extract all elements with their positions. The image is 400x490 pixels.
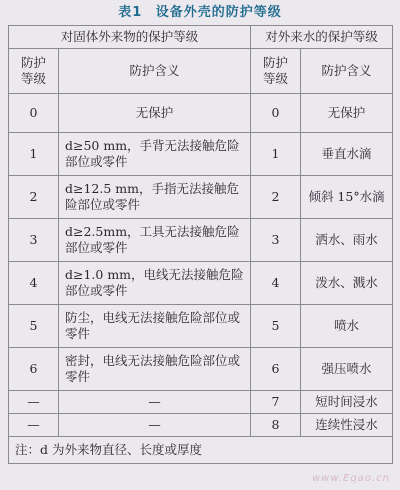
water-meaning-cell: 连续性浸水 [301, 414, 393, 437]
solid-grade-cell: — [9, 391, 59, 414]
solid-grade-cell: — [9, 414, 59, 437]
grade-header-line1: 防护 [20, 55, 46, 70]
solid-meaning-cell: d≥1.0 mm，电线无法接触危险部位或零件 [59, 262, 251, 305]
water-meaning-cell: 倾斜 15°水滴 [301, 176, 393, 219]
table-row [9, 219, 393, 262]
solid-grade-header [9, 49, 59, 94]
water-grade-header [251, 49, 301, 94]
solid-grade-cell: 2 [9, 176, 59, 219]
solid-meaning-header: 防护含义 [59, 49, 251, 94]
group-header-row [9, 26, 393, 49]
solid-meaning-cell: d≥50 mm，手背无法接触危险部位或零件 [59, 133, 251, 176]
table-row [9, 176, 393, 219]
table-note: 注：d 为外来物直径、长度或厚度 [9, 437, 393, 464]
solid-grade-cell: 1 [9, 133, 59, 176]
table-caption: 设备外壳的防护等级 [155, 5, 282, 20]
solid-meaning-cell: d≥12.5 mm，手指无法接触危险部位或零件 [59, 176, 251, 219]
water-meaning-cell: 泼水、溅水 [301, 262, 393, 305]
water-protection-header: 对外来水的保护等级 [251, 26, 393, 49]
water-meaning-header: 防护含义 [301, 49, 393, 94]
table-number: 表1 [118, 5, 143, 20]
watermark: www.Eqao.cn [311, 473, 390, 484]
water-grade-cell: 1 [251, 133, 301, 176]
solid-grade-cell: 6 [9, 348, 59, 391]
solid-meaning-cell: 防尘，电线无法接触危险部位或零件 [59, 305, 251, 348]
solid-protection-header: 对固体外来物的保护等级 [9, 26, 251, 49]
grade-header-line1: 防护 [263, 55, 289, 70]
water-grade-cell: 0 [251, 94, 301, 133]
water-grade-cell: 5 [251, 305, 301, 348]
water-meaning-cell: 喷水 [301, 305, 393, 348]
solid-grade-cell: 0 [9, 94, 59, 133]
water-meaning-cell: 短时间浸水 [301, 391, 393, 414]
water-meaning-cell: 强压喷水 [301, 348, 393, 391]
grade-header-line2: 等级 [263, 71, 289, 86]
solid-grade-cell: 5 [9, 305, 59, 348]
column-header-row [9, 49, 393, 94]
table-row [9, 391, 393, 414]
table-row [9, 94, 393, 133]
solid-meaning-cell: 密封，电线无法接触危险部位或零件 [59, 348, 251, 391]
solid-meaning-cell: — [59, 391, 251, 414]
table-row [9, 414, 393, 437]
table-row [9, 262, 393, 305]
note-row [9, 437, 393, 464]
table-row [9, 133, 393, 176]
water-meaning-cell: 垂直水滴 [301, 133, 393, 176]
solid-meaning-cell: d≥2.5mm，工具无法接触危险部位或零件 [59, 219, 251, 262]
table-title [0, 2, 400, 24]
solid-meaning-cell: 无保护 [59, 94, 251, 133]
table-row [9, 305, 393, 348]
solid-grade-cell: 3 [9, 219, 59, 262]
grade-header-line2: 等级 [20, 71, 46, 86]
water-grade-cell: 2 [251, 176, 301, 219]
water-grade-cell: 6 [251, 348, 301, 391]
table-row [9, 348, 393, 391]
water-grade-cell: 4 [251, 262, 301, 305]
water-grade-cell: 3 [251, 219, 301, 262]
water-grade-cell: 8 [251, 414, 301, 437]
water-meaning-cell: 无保护 [301, 94, 393, 133]
solid-meaning-cell: — [59, 414, 251, 437]
solid-grade-cell: 4 [9, 262, 59, 305]
protection-grade-table [8, 25, 393, 464]
water-grade-cell: 7 [251, 391, 301, 414]
water-meaning-cell: 洒水、雨水 [301, 219, 393, 262]
